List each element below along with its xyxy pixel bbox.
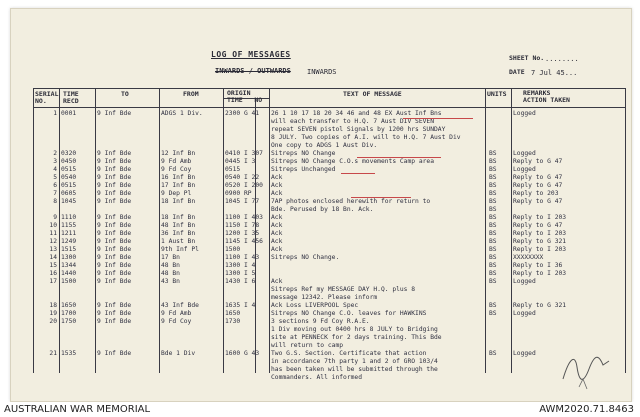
cell-text: will each transfer to H.Q. 7 Aust DIV SEVEN <box>271 118 435 125</box>
cell-time: 1344 <box>61 262 77 269</box>
table-header-rule <box>33 107 625 108</box>
cell-to: 9 Inf Bde <box>97 222 132 229</box>
cell-from: 9 Dep Pl <box>161 190 192 197</box>
header-text: TEXT OF MESSAGE <box>343 90 402 98</box>
header-to: TO <box>121 90 129 98</box>
cell-text: Sitreps NO Change C.O. leaves for HAWKINS <box>271 310 427 317</box>
cell-serial: 2 <box>53 150 57 157</box>
cell-units: BS <box>489 166 497 173</box>
table-row <box>11 222 631 230</box>
table-row <box>11 166 631 174</box>
cell-from: 9 Fd Amb <box>161 310 192 317</box>
cell-text: message 12342. Please inform <box>271 294 378 301</box>
cell-units: BS <box>489 238 497 245</box>
cell-serial: 7 <box>53 190 57 197</box>
table-row <box>11 174 631 182</box>
cell-text: Commanders. All informed <box>271 374 362 381</box>
cell-units: BS <box>489 214 497 221</box>
table-row <box>11 350 631 358</box>
red-mark <box>403 118 473 119</box>
cell-text: One copy to ADGS 1 Aust Div. <box>271 142 378 149</box>
cell-time: 1211 <box>61 230 77 237</box>
table-row <box>11 374 631 382</box>
table-row <box>11 310 631 318</box>
cell-text: Ack <box>271 238 283 245</box>
cell-time: 0001 <box>61 110 77 117</box>
sheet-label: SHEET No. <box>509 54 545 62</box>
cell-units: BS <box>489 230 497 237</box>
cell-from: 43 Inf Bde <box>161 302 199 309</box>
header-time-recd: TIME RECD <box>63 90 79 105</box>
cell-remarks: Reply to I 203 <box>513 270 567 277</box>
table-row <box>11 238 631 246</box>
cell-text: site at PENNECK for 2 days training. This Bde <box>271 334 442 341</box>
cell-from: 9th Inf Pl <box>161 246 199 253</box>
cell-to: 9 Inf Bde <box>97 254 132 261</box>
table-row <box>11 254 631 262</box>
cell-from: 17 Bn <box>161 254 180 261</box>
date-value: 7 Jul 45... <box>531 69 578 77</box>
cell-units: BS <box>489 206 497 213</box>
cell-origin: 1650 <box>225 310 241 317</box>
cell-origin: 0445 I 3 <box>225 158 256 165</box>
date-label: DATE <box>509 68 525 76</box>
cell-remarks: Logged <box>513 350 536 357</box>
cell-remarks: Reply to G 321 <box>513 238 567 245</box>
cell-units: BS <box>489 350 497 357</box>
cell-origin: 2300 G 41 <box>225 110 260 117</box>
cell-serial: 1 <box>53 110 57 117</box>
signature-mark <box>559 349 615 395</box>
cell-origin: 0520 I 200 <box>225 182 263 189</box>
cell-remarks: XXXXXXXX <box>513 254 544 261</box>
cell-from: Bde 1 Div <box>161 350 196 357</box>
cell-text: 8 JULY. Two copies of A.I. will to H.Q. 7 Aust Div <box>271 134 461 141</box>
cell-remarks: Reply to G 321 <box>513 302 567 309</box>
cell-to: 9 Inf Bde <box>97 174 132 181</box>
cell-to: 9 Inf Bde <box>97 302 132 309</box>
table-row <box>11 334 631 342</box>
cell-time: 1750 <box>61 318 77 325</box>
table-row <box>11 190 631 198</box>
cell-origin: 1430 I 6 <box>225 278 256 285</box>
table-row <box>11 182 631 190</box>
cell-from: 17 Inf Bn <box>161 182 196 189</box>
cell-origin: 1600 G 43 <box>225 350 260 357</box>
log-sheet <box>10 8 632 402</box>
cell-text: Ack <box>271 278 283 285</box>
cell-time: 1650 <box>61 302 77 309</box>
cell-remarks: Reply to G 47 <box>513 158 563 165</box>
cell-to: 9 Inf Bde <box>97 214 132 221</box>
table-row <box>11 134 631 142</box>
cell-remarks: Reply to I 36 <box>513 262 563 269</box>
cell-from: 16 Inf Bn <box>161 174 196 181</box>
cell-remarks: Logged <box>513 166 536 173</box>
cell-to: 9 Inf Bde <box>97 270 132 277</box>
cell-remarks: Reply to G 47 <box>513 174 563 181</box>
table-row <box>11 142 631 150</box>
footer-credit: AUSTRALIAN WAR MEMORIAL <box>4 404 151 415</box>
cell-units: BS <box>489 158 497 165</box>
cell-to: 9 Inf Bde <box>97 150 132 157</box>
cell-origin: 1045 I 77 <box>225 198 260 205</box>
header-from: FROM <box>183 90 199 98</box>
cell-units: BS <box>489 150 497 157</box>
cell-to: 9 Inf Bde <box>97 166 132 173</box>
cell-serial: 5 <box>53 174 57 181</box>
cell-serial: 10 <box>49 222 57 229</box>
cell-to: 9 Inf Bde <box>97 310 132 317</box>
cell-text: Sitreps NO Change. <box>271 254 340 261</box>
cell-text: 7AP photos enclosed herewith for return to <box>271 198 431 205</box>
table-row <box>11 110 631 118</box>
header-remarks: REMARKS ACTION TAKEN <box>523 89 570 104</box>
red-mark <box>357 157 441 158</box>
sheet-value: ........ <box>545 55 579 63</box>
cell-remarks: Reply to 203 <box>513 190 559 197</box>
cell-units: BS <box>489 302 497 309</box>
cell-to: 9 Inf Bde <box>97 262 132 269</box>
cell-serial: 12 <box>49 238 57 245</box>
header-origin: ORIGIN TIME NO <box>227 89 263 104</box>
cell-remarks: Logged <box>513 278 536 285</box>
document-title: LOG OF MESSAGES <box>211 50 291 59</box>
cell-serial: 14 <box>49 254 57 261</box>
cell-time: 1300 <box>61 254 77 261</box>
cell-from: 36 Inf Bn <box>161 230 196 237</box>
cell-serial: 20 <box>49 318 57 325</box>
footer-bar <box>0 402 640 417</box>
cell-time: 1500 <box>61 278 77 285</box>
cell-text: Sitreps NO Change <box>271 150 336 157</box>
cell-origin: 1730 <box>225 318 241 325</box>
cell-text: 26 1 10 17 18 20 34 46 and 48 EX Aust Inf Bns <box>271 110 442 117</box>
table-row <box>11 150 631 158</box>
cell-units: BS <box>489 222 497 229</box>
cell-text: Ack <box>271 174 283 181</box>
cell-text: Ack <box>271 246 283 253</box>
cell-from: 18 Inf Bn <box>161 214 196 221</box>
cell-origin: 1100 I 43 <box>225 254 260 261</box>
cell-origin: 1635 I 4 <box>225 302 256 309</box>
cell-time: 0605 <box>61 190 77 197</box>
cell-units: BS <box>489 278 497 285</box>
cell-origin: 0515 <box>225 166 241 173</box>
cell-origin: 1300 I 5 <box>225 270 256 277</box>
table-row <box>11 342 631 350</box>
cell-origin: 1150 I 78 <box>225 222 260 229</box>
cell-time: 1045 <box>61 198 77 205</box>
table-row <box>11 230 631 238</box>
cell-origin: 1200 I 35 <box>225 230 260 237</box>
cell-text: Ack <box>271 182 283 189</box>
cell-units: BS <box>489 198 497 205</box>
cell-serial: 4 <box>53 166 57 173</box>
header-serial: SERIAL NO. <box>35 90 59 105</box>
cell-from: 48 Bn <box>161 270 180 277</box>
cell-from: 9 Fd Amb <box>161 158 192 165</box>
cell-serial: 6 <box>53 182 57 189</box>
table-row <box>11 326 631 334</box>
cell-units: BS <box>489 190 497 197</box>
cell-to: 9 Inf Bde <box>97 230 132 237</box>
cell-from: 9 Fd Coy <box>161 166 192 173</box>
cell-remarks: Reply to G 47 <box>513 222 563 229</box>
footer-accession: AWM2020.71.8463 <box>539 404 634 415</box>
cell-time: 0450 <box>61 158 77 165</box>
cell-to: 9 Inf Bde <box>97 350 132 357</box>
table-row <box>11 246 631 254</box>
cell-serial: 13 <box>49 246 57 253</box>
cell-time: 1535 <box>61 350 77 357</box>
cell-to: 9 Inf Bde <box>97 110 132 117</box>
cell-origin: 1100 I 403 <box>225 214 263 221</box>
red-mark <box>351 197 411 198</box>
cell-serial: 9 <box>53 214 57 221</box>
cell-from: 1 Aust Bn <box>161 238 196 245</box>
cell-origin: 1500 <box>225 246 241 253</box>
cell-to: 9 Inf Bde <box>97 158 132 165</box>
cell-text: has been taken will be submitted through the <box>271 366 438 373</box>
cell-to: 9 Inf Bde <box>97 246 132 253</box>
cell-remarks: Logged <box>513 150 536 157</box>
cell-remarks: Reply to I 203 <box>513 246 567 253</box>
cell-origin: 1300 I 4 <box>225 262 256 269</box>
header-units: UNITS <box>487 90 507 98</box>
cell-from: 9 Fd Coy <box>161 318 192 325</box>
inwards-typed: INWARDS <box>307 68 337 76</box>
cell-text: will return to camp <box>271 342 344 349</box>
table-row <box>11 286 631 294</box>
cell-remarks: Logged <box>513 310 536 317</box>
table-row <box>11 198 631 206</box>
cell-to: 9 Inf Bde <box>97 278 132 285</box>
cell-to: 9 Inf Bde <box>97 238 132 245</box>
table-row <box>11 262 631 270</box>
table-row <box>11 294 631 302</box>
cell-time: 1440 <box>61 270 77 277</box>
cell-text: Sitreps Ref my MESSAGE DAY H.Q. plus 8 <box>271 286 416 293</box>
cell-units: BS <box>489 270 497 277</box>
cell-text: Ack <box>271 230 283 237</box>
cell-time: 0540 <box>61 174 77 181</box>
cell-units: BS <box>489 254 497 261</box>
cell-time: 1155 <box>61 222 77 229</box>
cell-serial: 8 <box>53 198 57 205</box>
table-row <box>11 158 631 166</box>
cell-remarks: Reply to I 203 <box>513 214 567 221</box>
cell-origin: 0900 RP <box>225 190 252 197</box>
cell-origin: 1145 I 456 <box>225 238 263 245</box>
cell-text: Bde. Perused by 18 Bn. Ack. <box>271 206 374 213</box>
cell-text: Ack <box>271 214 283 221</box>
table-row <box>11 302 631 310</box>
cell-serial: 21 <box>49 350 57 357</box>
cell-from: 48 Inf Bn <box>161 222 196 229</box>
cell-units: BS <box>489 182 497 189</box>
cell-serial: 11 <box>49 230 57 237</box>
cell-serial: 16 <box>49 270 57 277</box>
cell-origin: 0410 I 307 <box>225 150 263 157</box>
cell-text: repeat SEVEN pistol Signals by 1200 hrs SUNDAY <box>271 126 446 133</box>
cell-text: Ack Loss LIVERPOOL Spec <box>271 302 359 309</box>
table-row <box>11 318 631 326</box>
cell-remarks: Reply to G 47 <box>513 182 563 189</box>
table-row <box>11 214 631 222</box>
cell-text: Sitreps NO Change C.O.s movements Camp area <box>271 158 435 165</box>
table-row <box>11 270 631 278</box>
cell-serial: 19 <box>49 310 57 317</box>
cell-from: ADGS 1 Div. <box>161 110 203 117</box>
table-row <box>11 118 631 126</box>
cell-time: 0515 <box>61 182 77 189</box>
cell-serial: 18 <box>49 302 57 309</box>
cell-to: 9 Inf Bde <box>97 190 132 197</box>
table-row <box>11 366 631 374</box>
cell-units: BS <box>489 262 497 269</box>
cell-units: BS <box>489 310 497 317</box>
cell-text: Ack <box>271 222 283 229</box>
cell-from: 43 Bn <box>161 278 180 285</box>
cell-serial: 17 <box>49 278 57 285</box>
cell-text: Sitreps Unchanged <box>271 166 336 173</box>
table-row <box>11 206 631 214</box>
cell-to: 9 Inf Bde <box>97 198 132 205</box>
cell-serial: 3 <box>53 158 57 165</box>
cell-time: 0320 <box>61 150 77 157</box>
cell-serial: 15 <box>49 262 57 269</box>
cell-remarks: Logged <box>513 110 536 117</box>
cell-remarks: Reply to I 203 <box>513 230 567 237</box>
cell-text: in accordance 7th party 1 and 2 of GRO 103/4 <box>271 358 438 365</box>
cell-time: 1515 <box>61 246 77 253</box>
cell-units: BS <box>489 246 497 253</box>
cell-text: 1 Div moving out 0400 hrs 8 JULY to Bridging <box>271 326 438 333</box>
cell-units: BS <box>489 174 497 181</box>
table-row <box>11 278 631 286</box>
cell-time: 0515 <box>61 166 77 173</box>
cell-time: 1700 <box>61 310 77 317</box>
cell-to: 9 Inf Bde <box>97 182 132 189</box>
cell-origin: 0540 I 22 <box>225 174 260 181</box>
cell-remarks: Reply to G 47 <box>513 198 563 205</box>
cell-text: Two G.S. Section. Certificate that action <box>271 350 427 357</box>
cell-time: 1249 <box>61 238 77 245</box>
cell-text: 3 sections 9 Fd Coy R.A.E. <box>271 318 370 325</box>
cell-time: 1110 <box>61 214 77 221</box>
table-row <box>11 126 631 134</box>
table-row <box>11 358 631 366</box>
cell-from: 18 Inf Bn <box>161 198 196 205</box>
cell-text: Ack <box>271 190 283 197</box>
red-mark <box>341 173 375 174</box>
cell-to: 9 Inf Bde <box>97 318 132 325</box>
cell-from: 48 Bn <box>161 262 180 269</box>
inwards-outwards-label: INWARDS / OUTWARDS <box>215 67 291 75</box>
cell-from: 12 Inf Bn <box>161 150 196 157</box>
